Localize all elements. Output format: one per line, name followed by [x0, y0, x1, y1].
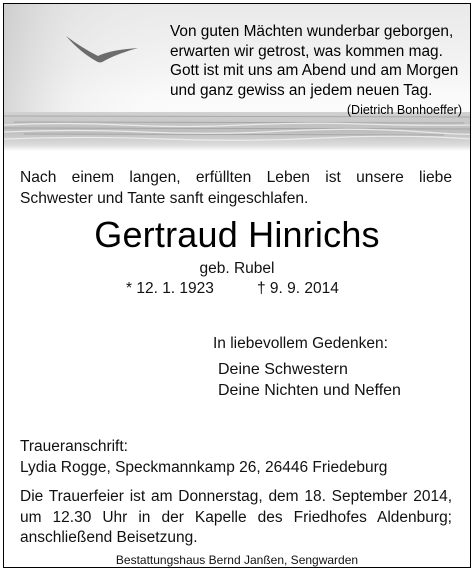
obituary-notice [3, 3, 471, 568]
life-dates [126, 280, 339, 298]
poem [170, 22, 470, 100]
death-date: † 9. 9. 2014 [257, 280, 339, 297]
mourner-line: Deine Schwestern [218, 361, 348, 378]
funeral-line: anschließend Beisetzung. [20, 529, 198, 546]
seascape-photo [4, 4, 470, 151]
poem-author: (Dietrich Bonhoeffer) [346, 103, 462, 117]
intro-line: Schwester und Tante sanft eingeschlafen. [20, 190, 309, 207]
poem-line: Gott ist mit uns am Abend und am Morgen [170, 62, 459, 79]
undertaker: Bestattungshaus Bernd Janßen, Sengwarden [115, 553, 359, 567]
deceased-name: Gertraud Hinrichs [94, 214, 380, 255]
mourning-heading: In liebevollem Gedenken: [213, 335, 388, 352]
poem-line: und ganz gewiss an jedem neuen Tag. [170, 81, 433, 99]
funeral-line: Die Trauerfeier ist am Donnerstag, dem 18. September 2014, [20, 488, 452, 505]
address-label: Traueranschrift: [20, 438, 128, 455]
intro-line: Nach einem langen, erfüllten Leben ist unsere liebe [20, 169, 452, 186]
birth-date: * 12. 1. 1923 [126, 280, 214, 297]
mourner-line: Deine Nichten und Neffen [218, 382, 401, 399]
address-value: Lydia Rogge, Speckmannkamp 26, 26446 Friedeburg [20, 459, 388, 476]
funeral-line: um 12.30 Uhr in der Kapelle des Friedhofes Aldenburg; [20, 508, 452, 526]
poem-line: erwarten wir getrost, was kommen mag. [170, 42, 443, 60]
maiden-name: geb. Rubel [199, 260, 275, 277]
funeral-info [20, 487, 452, 549]
mourners [218, 359, 401, 401]
mourning-address [20, 436, 387, 478]
poem-line: Von guten Mächten wunderbar geborgen, [170, 23, 454, 40]
intro-text [20, 167, 452, 209]
